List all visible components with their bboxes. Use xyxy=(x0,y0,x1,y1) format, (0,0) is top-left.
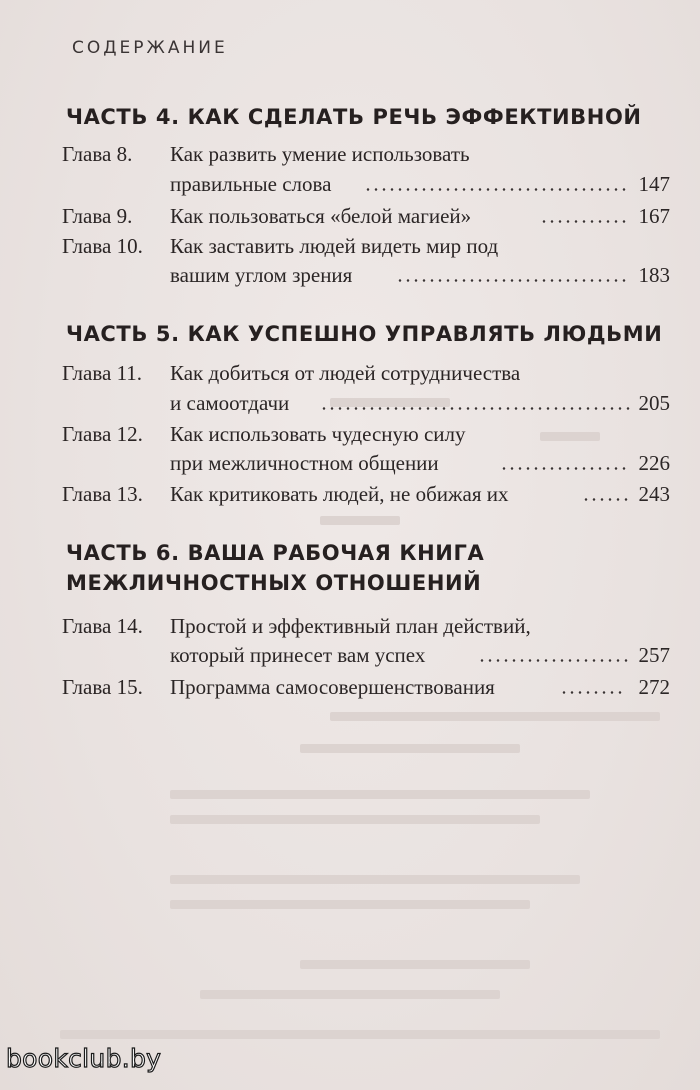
dot-leader xyxy=(364,188,630,191)
dot-leader xyxy=(396,279,630,282)
chapter-label: Глава 9. xyxy=(62,204,133,228)
chapter-title-cont: который принесет вам успех xyxy=(170,643,426,667)
chapter-title: Как пользоваться «белой магией» xyxy=(170,204,472,228)
chapter-title: Простой и эффективный план действий, xyxy=(170,614,531,638)
toc-entry-row[interactable] xyxy=(0,391,700,419)
chapter-label: Глава 8. xyxy=(62,142,133,166)
chapter-title: Как развить умение использовать xyxy=(170,142,470,166)
section-header: СОДЕРЖАНИЕ xyxy=(72,38,228,58)
show-through-mark xyxy=(170,790,590,799)
chapter-title-cont: вашим углом зрения xyxy=(170,263,353,287)
chapter-title: Как добиться от людей сотрудничества xyxy=(170,361,521,385)
watermark-link[interactable]: bookclub.by xyxy=(6,1044,162,1073)
dot-leader xyxy=(500,467,630,470)
chapter-title: Как использовать чудесную силу xyxy=(170,422,466,446)
part-title: ЧАСТЬ 4. КАК СДЕЛАТЬ РЕЧЬ ЭФФЕКТИВНОЙ xyxy=(66,105,642,129)
part-title-line1: ЧАСТЬ 6. ВАША РАБОЧАЯ КНИГА xyxy=(66,541,485,565)
show-through-mark xyxy=(300,960,530,969)
toc-entry-row[interactable] xyxy=(0,204,700,232)
chapter-title-cont: и самоотдачи xyxy=(170,391,290,415)
chapter-label: Глава 13. xyxy=(62,482,143,506)
chapter-title-cont: правильные слова xyxy=(170,172,332,196)
part-title-line2: МЕЖЛИЧНОСТНЫХ ОТНОШЕНИЙ xyxy=(66,571,482,595)
dot-leader xyxy=(540,220,630,223)
show-through-mark xyxy=(170,900,530,909)
chapter-label: Глава 12. xyxy=(62,422,143,446)
chapter-title: Как заставить людей видеть мир под xyxy=(170,234,499,258)
page-number: 183 xyxy=(638,263,670,287)
dot-leader xyxy=(478,659,630,662)
toc-entry-row[interactable] xyxy=(0,482,700,510)
dot-leader xyxy=(582,498,630,501)
show-through-mark xyxy=(320,516,400,525)
chapter-label: Глава 14. xyxy=(62,614,143,638)
toc-entry-row[interactable] xyxy=(0,172,700,200)
show-through-mark xyxy=(170,815,540,824)
toc-entry-row[interactable] xyxy=(0,263,700,291)
chapter-title: Как критиковать людей, не обижая их xyxy=(170,482,509,506)
part-title: ЧАСТЬ 5. КАК УСПЕШНО УПРАВЛЯТЬ ЛЮДЬМИ xyxy=(66,322,663,346)
show-through-mark xyxy=(170,875,580,884)
page-number: 147 xyxy=(638,172,670,196)
page-number: 243 xyxy=(638,482,670,506)
dot-leader xyxy=(320,407,630,410)
toc-entry-row[interactable] xyxy=(0,451,700,479)
chapter-label: Глава 10. xyxy=(62,234,143,258)
dot-leader xyxy=(560,691,622,694)
chapter-label: Глава 11. xyxy=(62,361,143,385)
chapter-title-cont: при межличностном общении xyxy=(170,451,439,475)
page-number: 226 xyxy=(638,451,670,475)
show-through-mark xyxy=(330,712,660,721)
page-number: 272 xyxy=(638,675,670,699)
show-through-mark xyxy=(540,432,600,441)
toc-entry-row[interactable] xyxy=(0,643,700,671)
show-through-mark xyxy=(60,1030,660,1039)
chapter-title: Программа самосовершенствования xyxy=(170,675,495,699)
page-number: 257 xyxy=(638,643,670,667)
show-through-mark xyxy=(200,990,500,999)
toc-entry-row[interactable] xyxy=(0,675,700,703)
chapter-label: Глава 15. xyxy=(62,675,143,699)
show-through-mark xyxy=(300,744,520,753)
page-number: 205 xyxy=(638,391,670,415)
page-number: 167 xyxy=(638,204,670,228)
